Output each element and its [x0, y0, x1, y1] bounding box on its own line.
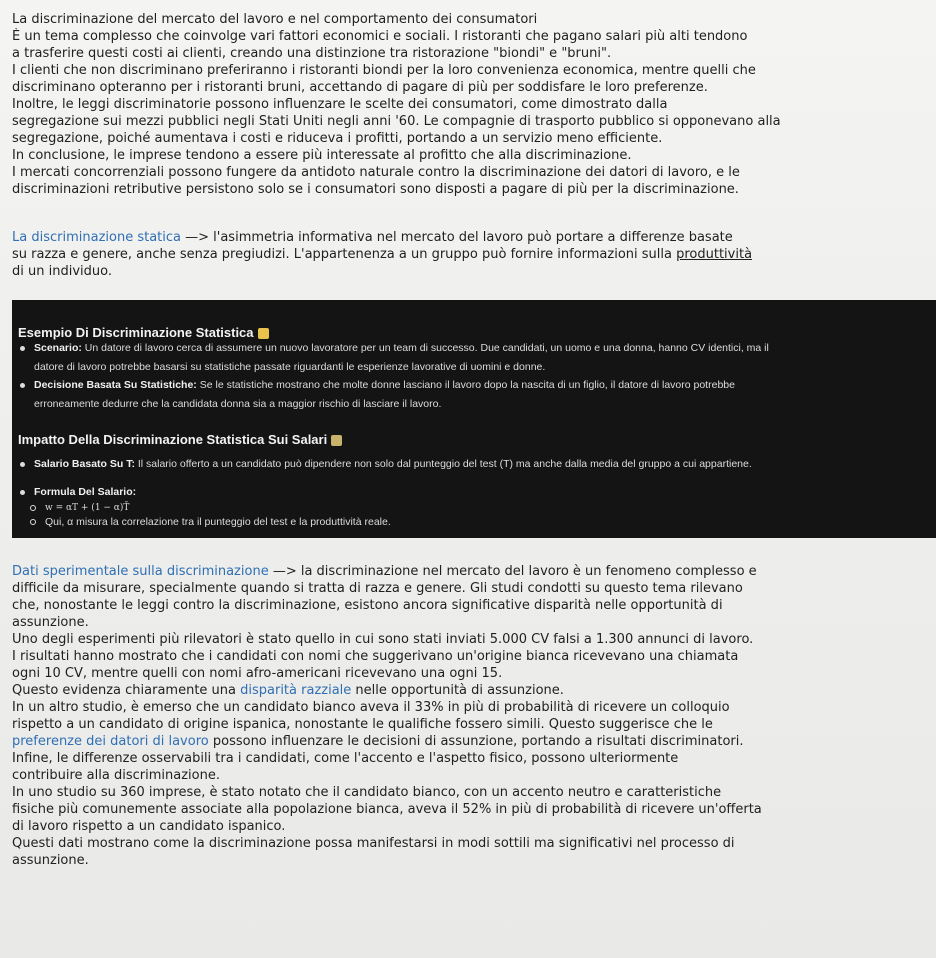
- term-employer-preferences: preferenze dei datori di lavoro: [12, 734, 209, 749]
- block1-line: In conclusione, le imprese tendono a essere più interessate al profitto che alla discriminazione.: [12, 148, 632, 163]
- block3-line: che, nonostante le leggi contro la discriminazione, esistono ancora significative disparità nelle opportunità di: [12, 598, 723, 613]
- block3-line: di lavoro rispetto a un candidato ispanico.: [12, 819, 286, 834]
- term-static-discrimination: La discriminazione statica: [12, 230, 181, 245]
- block3-line: Uno degli esperimenti più rilevatori è stato quello in cui sono stati inviati 5.000 CV falsi a 1.300 annunci di lavoro.: [12, 632, 754, 647]
- block3-line: contribuire alla discriminazione.: [12, 768, 220, 783]
- link-produttivita[interactable]: produttività: [676, 247, 753, 262]
- block1-line: I clienti che non discriminano preferiranno i ristoranti biondi per la loro convenienza economica, mentre quelli che: [12, 63, 756, 78]
- paragraph-consumer-discrimination: [12, 11, 930, 198]
- block3-line: Questi dati mostrano come la discriminazione possa manifestarsi in modi sottili ma significativi nel processo di: [12, 836, 735, 851]
- block1-line: discriminano opteranno per i ristoranti bruni, accettando di pagare di più per soddisfare le loro preferenze.: [12, 80, 708, 95]
- term-experimental-data: Dati sperimentale sulla discriminazione: [12, 564, 269, 579]
- bullet-wage-based-on-t: Salario Basato Su T: Il salario offerto a un candidato può dipendere non solo dal punteggio del test (T) ma anche dalla media del gruppo a cui appartiene.: [20, 456, 752, 473]
- formula-wage: w = αT + (1 − α)T̄: [30, 500, 129, 517]
- paragraph-experimental-data: Dati sperimentale sulla discriminazione —> la discriminazione nel mercato del lavoro è un fenomeno complesso e difficile da misurare, specialmente quando si tratta di razza e genere. Gli studi condotti su questo tema rilevano che, nonostante le leggi contro la discriminazione, esistono ancora significative disparità nelle opportunità di assunzione. Uno degli esperimenti più rilevatori è stato quello in cui sono stati inviati 5.000 CV falsi a 1.300 annunci di lavoro. I risultati hanno mostrato che i candidati con nomi che suggerivano un'origine bianca ricevevano una chiamata ogni 10 CV, mentre quelli con nomi afro-americani ricevevano una ogni 15. Questo evidenza chiaramente una disparità razziale nelle opportunità di assunzione. In un altro studio, è emerso che un candidato bianco aveva il 33% in più di probabilità di ricevere un colloquio rispetto a un candidato di origine ispanica, nonostante le qualifiche fossero simili. Questo suggerisce che le preferenze dei datori di lavoro possono influenzare le decisioni di assunzione, portando a risultati discriminatori. Infine, le differenze osservabili tra i candidati, come l'accento e l'aspetto fisico, possono ulteriormente contribuire alla discriminazione. In uno studio su 360 imprese, è stato notato che il candidato bianco, con un accento neutro e caratteristiche fisiche più comunemente associate alla popolazione bianca, aveva il 52% in più di probabilità di ricevere un'offerta di lavoro rispetto a un candidato ispanico. Questi dati mostrano come la discriminazione possa manifestarsi in modi sottili ma significativi nel processo di assunzione.: [12, 563, 930, 869]
- block1-line: Inoltre, le leggi discriminatorie possono influenzare le scelte dei consumatori, come dimostrato dalla: [12, 97, 668, 112]
- formula-explanation: Qui, α misura la correlazione tra il punteggio del test e la produttività reale.: [30, 514, 391, 531]
- block1-line: segregazione sui mezzi pubblici negli Stati Uniti negli anni '60. Le compagnie di trasporto pubblico si opponevano alla: [12, 114, 781, 129]
- block3-line: In un altro studio, è emerso che un candidato bianco aveva il 33% in più di probabilità di ricevere un colloquio: [12, 700, 730, 715]
- block1-line: discriminazioni retributive persistono solo se i consumatori sono disposti a pagare di più per la discriminazione.: [12, 182, 739, 197]
- bullet-decision-cont: erroneamente dedurre che la candidata donna sia a maggior rischio di lasciare il lavoro.: [34, 398, 442, 410]
- block1-line: I mercati concorrenziali possono fungere da antidoto naturale contro la discriminazione dei datori di lavoro, e le: [12, 165, 740, 180]
- paragraph-static-discrimination: La discriminazione statica —> l'asimmetria informativa nel mercato del lavoro può portare a differenze basate su razza e genere, anche senza pregiudizi. L'appartenenza a un gruppo può fornire informazioni sulla produttività di un individuo.: [12, 230, 753, 279]
- heading-wage-impact: Impatto Della Discriminazione Statistica Sui Salari: [18, 432, 342, 447]
- block1-line: La discriminazione del mercato del lavoro e nel comportamento dei consumatori: [12, 12, 538, 27]
- block1-line: segregazione, poiché aumentava i costi e riduceva i profitti, portando a un servizio meno efficiente.: [12, 131, 663, 146]
- block3-line: I risultati hanno mostrato che i candidati con nomi che suggerivano un'origine bianca ricevevano una chiamata: [12, 649, 739, 664]
- block1-line: a trasferire questi costi ai clienti, creando una distinzione tra ristorazione "biondi" e "bruni".: [12, 46, 612, 61]
- block3-line: ogni 10 CV, mentre quelli con nomi afro-americani ricevevano una ogni 15.: [12, 666, 503, 681]
- bullet-scenario: Scenario: Un datore di lavoro cerca di assumere un nuovo lavoratore per un team di successo. Due candidati, un uomo e una donna, hanno CV identici, ma il: [20, 340, 769, 357]
- statistical-discrimination-panel: [12, 300, 936, 538]
- block3-line: difficile da misurare, specialmente quando si tratta di razza e genere. Gli studi condotti su questo tema rilevano: [12, 581, 743, 596]
- graduation-cap-icon: [258, 328, 269, 339]
- block3-line: rispetto a un candidato di origine ispanica, nonostante le qualifiche fossero simili. Questo suggerisce che le: [12, 717, 713, 732]
- block3-line: fisiche più comunemente associate alla popolazione bianca, aveva il 52% in più di probabilità di ricevere un'offerta: [12, 802, 762, 817]
- heading-example: Esempio Di Discriminazione Statistica: [18, 325, 269, 340]
- bullet-wage-formula: Formula Del Salario:: [20, 484, 136, 501]
- term-racial-disparity: disparità razziale: [240, 683, 352, 698]
- block3-line: In uno studio su 360 imprese, è stato notato che il candidato bianco, con un accento neutro e caratteristiche: [12, 785, 722, 800]
- block3-line: assunzione.: [12, 853, 89, 868]
- block3-line: Infine, le differenze osservabili tra i candidati, come l'accento e l'aspetto fisico, possono ulteriormente: [12, 751, 679, 766]
- block3-line: assunzione.: [12, 615, 89, 630]
- money-icon: [331, 435, 342, 446]
- block1-line: È un tema complesso che coinvolge vari fattori economici e sociali. I ristoranti che pagano salari più alti tendono: [12, 29, 748, 44]
- bullet-decision: Decisione Basata Su Statistiche: Se le statistiche mostrano che molte donne lasciano il lavoro dopo la nascita di un figlio, il datore di lavoro potrebbe: [20, 377, 735, 394]
- bullet-scenario-cont: datore di lavoro potrebbe basarsi su statistiche passate riguardanti le esperienze lavorative di uomini e donne.: [34, 361, 546, 373]
